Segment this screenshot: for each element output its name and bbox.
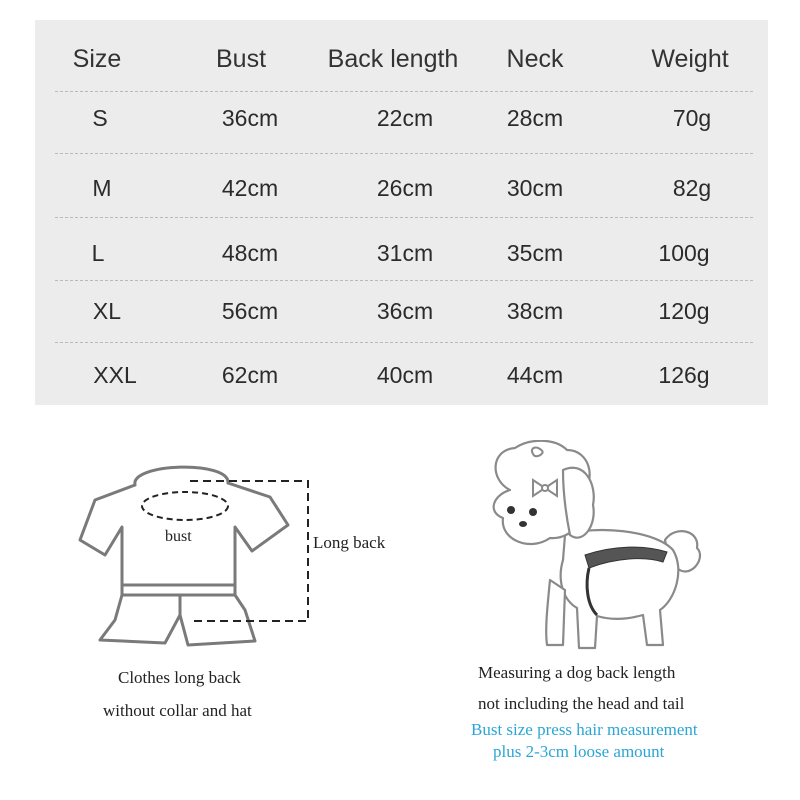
cell-bust: 42cm	[221, 175, 279, 201]
table-row	[35, 168, 768, 208]
header-back-length: Back length	[327, 45, 459, 73]
nose-icon	[519, 521, 527, 527]
row-divider	[55, 280, 753, 281]
garment-caption-line2: without collar and hat	[103, 701, 252, 720]
cell-weight: 126g	[658, 362, 710, 388]
table-row	[35, 291, 768, 331]
cell-back-length: 40cm	[376, 362, 434, 388]
cell-bust: 62cm	[221, 362, 279, 388]
garment-diagram	[70, 455, 330, 655]
cell-weight: 70g	[672, 105, 712, 131]
cell-neck: 38cm	[506, 298, 564, 324]
table-row	[35, 355, 768, 395]
cell-size: XL	[92, 298, 122, 324]
ear-outline	[563, 468, 594, 538]
cell-bust: 56cm	[221, 298, 279, 324]
cell-size: M	[92, 175, 112, 201]
header-size: Size	[72, 45, 122, 73]
cell-weight: 100g	[658, 240, 710, 266]
cell-neck: 44cm	[506, 362, 564, 388]
cell-bust: 36cm	[221, 105, 279, 131]
cell-weight: 120g	[658, 298, 710, 324]
cell-back-length: 36cm	[376, 298, 434, 324]
dog-diagram	[485, 440, 715, 660]
cell-size: S	[92, 105, 108, 131]
cell-neck: 30cm	[506, 175, 564, 201]
garment-caption-line1: Clothes long back	[118, 668, 241, 687]
bust-measure-loop	[142, 492, 228, 520]
table-row	[35, 98, 768, 138]
header-neck: Neck	[506, 45, 564, 73]
table-row	[35, 233, 768, 273]
cell-neck: 28cm	[506, 105, 564, 131]
pants-outline	[100, 595, 255, 645]
bust-note-line2: plus 2-3cm loose amount	[493, 742, 665, 761]
header-bust: Bust	[215, 45, 267, 73]
bust-label: bust	[165, 528, 192, 545]
row-divider	[55, 153, 753, 154]
cell-bust: 48cm	[221, 240, 279, 266]
long-back-label: Long back	[313, 533, 386, 552]
cell-weight: 82g	[672, 175, 712, 201]
bust-note-line1: Bust size press hair measurement	[471, 720, 698, 739]
row-divider	[55, 91, 753, 92]
header-weight: Weight	[651, 45, 729, 73]
eye-icon	[507, 506, 515, 514]
eye-icon	[529, 508, 537, 516]
row-divider	[55, 342, 753, 343]
size-chart-table	[35, 20, 768, 405]
cell-size: XXL	[93, 362, 137, 388]
hood-outline	[135, 467, 228, 485]
cell-back-length: 26cm	[376, 175, 434, 201]
cell-back-length: 31cm	[376, 240, 434, 266]
table-header-row	[35, 39, 768, 79]
cell-size: L	[91, 240, 105, 266]
dog-caption-line1: Measuring a dog back length	[478, 663, 676, 682]
cell-neck: 35cm	[506, 240, 564, 266]
dog-caption-line2: not including the head and tail	[478, 694, 685, 713]
cell-back-length: 22cm	[376, 105, 434, 131]
row-divider	[55, 217, 753, 218]
